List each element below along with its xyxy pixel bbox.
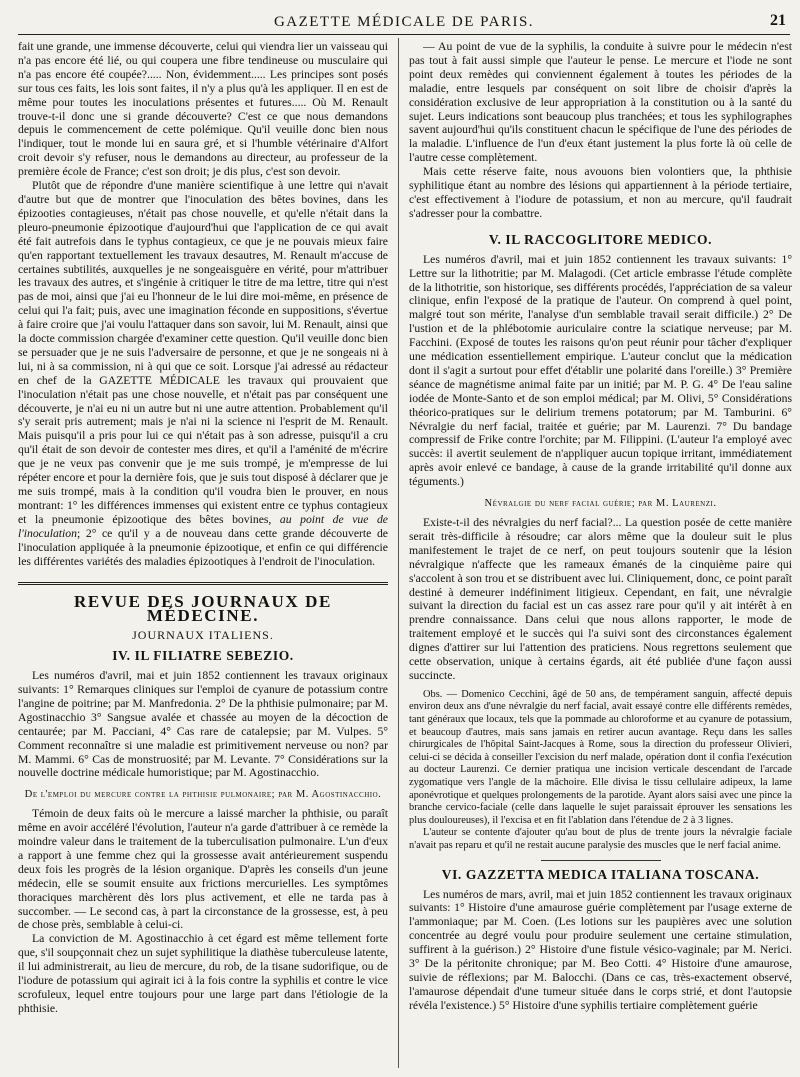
paragraph: La conviction de M. Agostinacchio à cet égard est même tellement forte que, s'il soupçonnait chez un sujet syphilitique la diathèse tuberculeuse latente, il lui administrerait, au lieu de mercure, du rob, de la tisane sudorifique, ou de l'iodure de potassium qui agirait ici à la fois contre la syphilis et contre le vice scrofuleux, lequel entre toujours pour une large part dans l'étiologie de la phthisie. — [18, 932, 388, 1015]
section-heading: IV. IL FILIATRE SEBEZIO. — [112, 648, 294, 664]
section-heading: V. IL RACCOGLITORE MEDICO. — [488, 231, 713, 247]
column-divider — [398, 38, 399, 1068]
left-column — [18, 40, 388, 1072]
paragraph: Témoin de deux faits où le mercure a laissé marcher la phthisie, ou paraît même en avoir accéléré l'évolution, l'auteur n'a garde d'attribuer à ce remède la moindre valeur dans le traitement de la tuberculisation pulmonaire. L'un d'eux a rapport à une femme chez qui la grossesse avait antérieurement suspendu deux fois les progrès de la lésion organique. D'après les conseils d'un jeune médecin, elle se soumit ensuite aux frictions mercurielles. Les symptômes thoraciques marchèrent dès lors plus activement, et elle ne tarda pas à succomber. — Le second cas, à part la circonstance de la grossesse, est, à peu de chose près, semblable à celui-ci. — [18, 807, 388, 932]
page-header — [18, 6, 790, 35]
subheading: De l'emploi du mercure contre la phthisie pulmonaire; par M. Agostinacchio. — [24, 789, 382, 801]
paragraph: Les numéros d'avril, mai et juin 1852 contiennent les travaux suivants: 1° Lettre sur la lithotritie; par M. Malagodi. (Cet article embrasse l'étude complète de la lithotritie, son historique, ses différents procédés, l'appréciation de sa valeur clinique, enfin l'exposé de la pratique de l'auteur. On comprend à quel point, malgré tout son mérite, l'analyse d'un semblable travail serait difficile.) 2° De l'ustion et de la phlébotomie auriculaire contre la sciatique nerveuse; par M. Facchini. (Exposé de toutes les raisons qu'on peut réunir pour tâcher d'expliquer une médication essentiellement empirique. L'auteur conclut que la médication dont il s'agit a surtout pour effet d'établir une polarité dans l'oreille.) 3° Première séance de magnétisme animal faite par un initié; par M. P. G. 4° De l'eau saline iodée de Monte-Santo et de son emploi médical; par M. Olivi, 5° Considérations théorico-pratiques sur le delirium tremens potatorum; par M. Tamburini. 6° Névralgie du nerf facial, traitée et guérie; par M. Laurenzi. 7° Du bandage compressif de Frike contre l'orchite; par M. Filippini. (L'auteur l'a employé avec succès: il avertit seulement de n'appliquer aucun topique irritant, immédiatement après avoir enlevé ce bandage, à cause de la grande irritabilité qu'il donne aux téguments.) — [409, 252, 792, 489]
revue-title: REVUE DES JOURNAUX DE MÉDECINE. — [74, 592, 332, 626]
observation-paragraph: Obs. — Domenico Cecchini, âgé de 50 ans, de tempérament sanguin, affecté depuis environ deux ans d'une névralgie du nerf facial, avait essayé contre elle différents remèdes, tant généraux que locaux, tels que la pommade au chloroforme et au cyanure de potassium, et beaucoup d'autres, mais sans jamais en retirer aucun avantage. Reçu dans les salles chirurgicales de l'hôpital Saint-Jacques à Rome, sous la direction du professeur Olivieri, celui-ci se décida à conseiller l'excision du nerf malade, opération dont il confia l'exécution au docteur Laurenzi. Ce dernier pratiqua une incision verticale descendant de l'arcade zygomatique vers l'angle de la mâchoire. Elle divisa le tissu cellulaire adipeux, la lame aponévrotique et quelques prolongements de la parotide. Ayant alors saisi avec une pince la branche cervico-faciale (celle dans laquelle le sujet paraissait éprouver les sensations les plus douloureuses), il l'excisa et en fit l'ablation dans l'étendue de 2 à 3 lignes. — [409, 688, 792, 826]
right-column — [409, 40, 792, 1072]
journaux-heading: JOURNAUX ITALIENS. — [132, 628, 274, 643]
paragraph: L'auteur se contente d'ajouter qu'au bout de plus de trente jours la névralgie faciale n'avait pas reparu et qu'il ne restait aucune paralysie des muscles que le nerf facial anime. — [409, 827, 792, 851]
paragraph: Plutôt que de répondre d'une manière scientifique à une lettre qui n'avait d'autre but que de montrer que l'inoculation des bêtes bovines, dans les épizooties contagieuses, n'était pas chose nouvelle, et qu'elle n'était dans la pleuro-pneumonie épizootique d'aujourd'hui que l'application de ce qui avait été fait autrefois dans le typhus contagieux, ce que je ne pouvais mieux faire qu'en rapportant textuellement les travaux desautres, M. Renault m'accuse de certaines subtilités, auxquelles je ne songeaisguère en vérité, pour m'attribuer les travaux des autres, et s'ingénie à critiquer le titre de ma lettre, titre qui n'est pas de moi, ainsi que j'ai eu l'honneur de le lui dire moi-même, en présence de celui qui l'a fait; puis, avec une imagination féconde en suppositions, s'évertue à faire croire que j'ai voulu l'attaquer dans son savoir, lui M. Renault, ainsi que la docte commission chargée d'examiner cette question. Qu'il veuille donc bien se persuader que je ne suis l'adversaire de personne, et que je ne songeais ni à lui, ni à sa commission, ni à qui que ce soit. Lorsque j'ai adressé au rédacteur en chef de la GAZETTE MÉDICALE les travaux qui prouvaient que l'inoculation n'était pas une chose nouvelle, et n'était pas par conséquent une découverte, je n'ai eu ni un autre but ni une autre attention. Probablement qu'il s'y serait pris autrement; mais je n'ai ni la science ni l'esprit de M. Renault. Mais puisqu'il a pris pour lui ce qui n'était pas à son adresse, puisqu'il a cru qu'il était de son devoir de contester mes dires, et qu'il a l'aménité de m'écrire que je ne veux pas convenir que je me suis trompé, je m'empresse de lui répéter encore et pour la dernière fois, que je suis tout disposé à déclarer que je me suis trompé, mais à la condition qu'il voudra bien le prouver, en nous montrant: 1° les différences immenses qui existent entre ce typhus contagieux et la pneumonie épizootique des bêtes bovines, au point de vue de l'inoculation; 2° ce qu'il y a de nouveau dans cette grande découverte de l'inoculation appliquée à la pneumonie épizootique, et enfin ce qui différencie les différentes variétés des maladies épizootiques à l'endroit de l'inoculation. — [18, 179, 388, 568]
paragraph: Mais cette réserve faite, nous avouons bien volontiers que, la phthisie syphilitique étant au nombre des lésions qui appartiennent à la période tertiaire, c'est effectivement à l'iodure de potassium, et non au mercure, qu'il faudrait s'adresser pour la combattre. — [409, 165, 792, 220]
subheading: Névralgie du nerf facial guérie; par M. Laurenzi. — [484, 498, 717, 510]
section-heading: VI. GAZZETTA MEDICA ITALIANA TOSCANA. — [441, 866, 760, 882]
paragraph: Les numéros d'avril, mai et juin 1852 contiennent les travaux originaux suivants: 1° Remarques cliniques sur l'emploi de cyanure de potassium contre l'angine de poitrine; par M. Manfredonia. 2° De la phthisie pulmonaire; par M. Agostinacchio 3° Sangsue avalée et chassée au moyen de la décoction de centaurée; par M. Pacciani, 4° Cas rare de catalepsie; par M. Vulpes. 5° Comment reconnaître si une maladie est primitivement nerveuse ou non? par M. Mammi. 6° Cas de monstruosité; par M. Levante. 7° Considérations sur la nouvelle doctrine médicale humoristique; par M. Agostinacchio. — [18, 669, 388, 780]
running-title: GAZETTE MÉDICALE DE PARIS. — [273, 14, 535, 30]
divider — [541, 860, 661, 861]
section-divider — [18, 582, 388, 585]
paragraph: fait une grande, une immense découverte, celui qui viendra lier un vaisseau qui n'a pas encore été lié, ou qui coupera une fibre tendineuse ou musculaire qui n'a pas encore été coupée?..... Non, évidemment..... Les principes sont posés sur tous ces faits, les lois sont faites, il n'y a plus qu'à les appliquer. Il en est de même pour toutes les inoculations présentes et futures..... Où M. Renault trouve-t-il donc une si grande découverte? C'est ce que nous demandons depuis le commencement de cette polémique. Qu'il veuille donc bien nous l'indiquer, tout le monde lui en saura gré, et si l'humble vétérinaire d'Alfort croit devoir s'y refuser, nous le demandons au directeur, au professeur de la première école de France; c'est son droit; je dis plus, c'est son devoir. — [18, 40, 388, 179]
paragraph: — Au point de vue de la syphilis, la conduite à suivre pour le médecin n'est pas tout à fait aussi simple que l'auteur le pense. Le mercure et l'iode ne sont point deux remèdes qui conviennent également à toutes les périodes de la maladie, entre lesquels par conséquent on soit libre de choisir d'après la considération exclusive de leur appropriation à la constitution ou à la santé du sujet. Leurs indications sont beaucoup plus tranchées; et tous les syphilographes savent aujourd'hui qu'ils constituent chacun le spécifique de l'une des périodes de la maladie. L'influence de l'un d'eux étant justement la plus forte là où celle de l'autre cesse complètement. — [409, 40, 792, 165]
paragraph: Existe-t-il des névralgies du nerf facial?... La question posée de cette manière serait très-difficile à résoudre; car alors même que la douleur suit le plus manifestement le trajet de ce nerf, on peut toujours soutenir que la lésion névralgique n'affecte que les rameaux émanés de la cinquième paire qui s'accolent à son trou et se distribuent avec lui. Cliniquement, donc, ce point paraît destiné à demeurer indéfiniment litigieux. Cependant, en fait, une névralgie suivant la direction du facial est un cas assez rare pour qu'il y ait intérêt à en prendre connaissance. Dans celui que nous allons rapporter, le mode de traitement employé et le succès qui l'a suivi sont des circonstances également dignes d'attirer sur lui l'attention des praticiens. Nous regrettons seulement que cette observation, unique à certains égards, ait été publiée d'une façon aussi succincte. — [409, 516, 792, 682]
page-number: 21 — [770, 12, 786, 29]
paragraph: Les numéros de mars, avril, mai et juin 1852 contiennent les travaux originaux suivants: 1° Histoire d'une amaurose guérie complètement par l'usage externe de l'ammoniaque; par M. Coen. (Les lotions sur les paupières avec une solution concentrée au degré voulu pour produire seulement une certaine stimulation, suffirent à la guérison.) 2° Histoire d'une fistule vésico-vaginale; par M. Nerici. 3° De la péritonite chronique; par M. Beo Cotti. 4° Histoire d'une amaurose, suivie de réflexions; par M. Balocchi. (Dans ce cas, très-exactement observé, l'amaurose dépendait d'une tumeur située dans le corps strié, et dont l'autopsie révéla l'existence.) 5° Histoire d'une syphilis tertiaire complètement guérie — [409, 887, 792, 1012]
